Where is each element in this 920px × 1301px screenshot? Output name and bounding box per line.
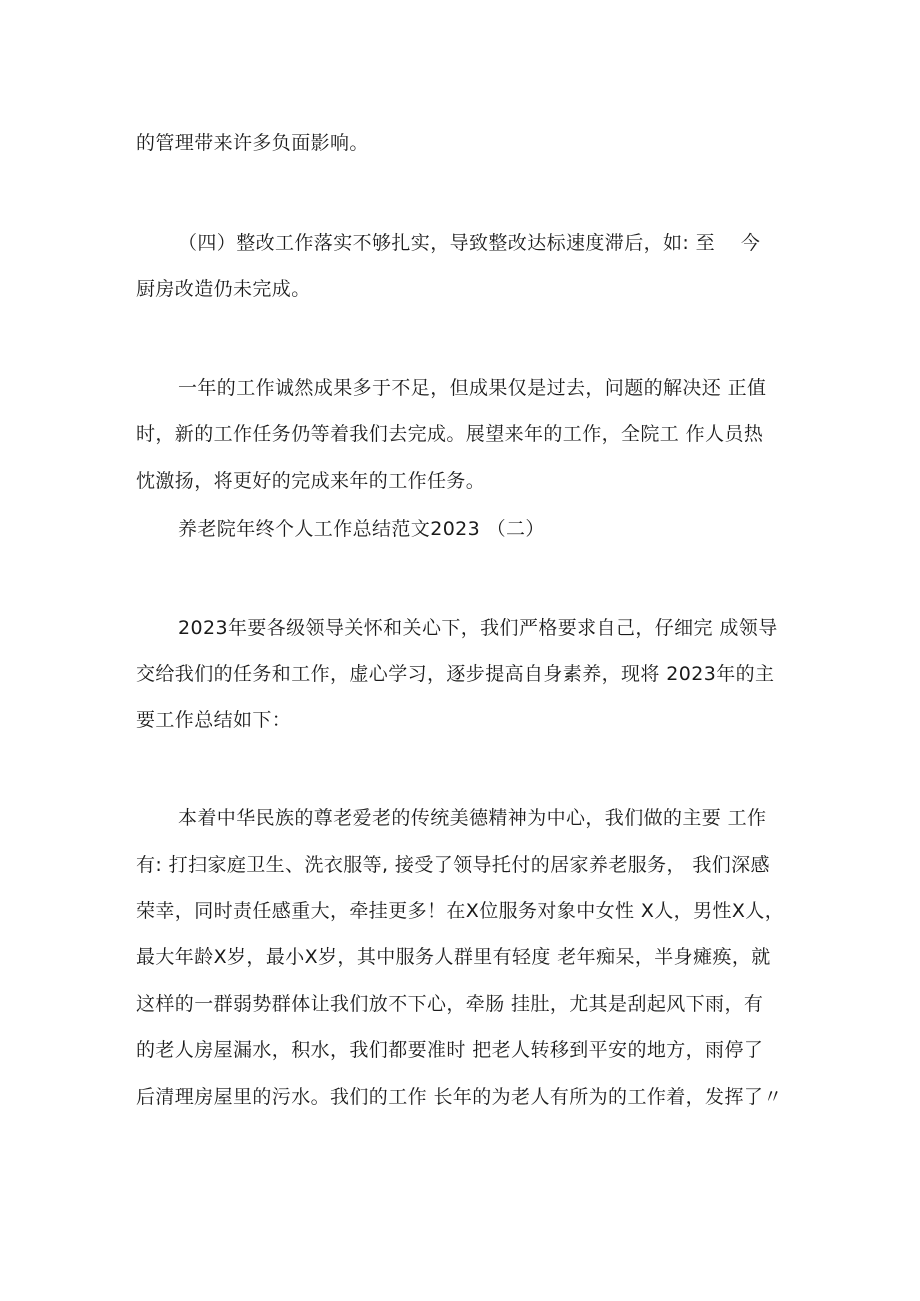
paragraph-2-line-1: （四）整改工作落实不够扎实，导致整改达标速度滞后，如: 至 今 (178, 232, 761, 254)
paragraph-5-line-5: 这样的一群弱势群体让我们放不下心，牵肠 挂肚，尤其是刮起风下雨，有 (136, 993, 764, 1015)
paragraph-5-line-2: 有: 打扫家庭卫生、洗衣服等, 接受了领导托付的居家养老服务， 我们深感 (136, 854, 770, 876)
paragraph-4-line-3: 要工作总结如下： (136, 709, 292, 731)
paragraph-4-line-1: 2023年要各级领导关怀和关心下，我们严格要求自己，仔细完 成领导 (178, 617, 778, 639)
paragraph-3-line-2: 时，新的工作任务仍等着我们去完成。展望来年的工作，全院工 作人员热 (136, 423, 764, 445)
paragraph-5-line-6: 的老人房屋漏水，积水，我们都要准时 把老人转移到平安的地方，雨停了 (136, 1039, 764, 1061)
paragraph-3-line-1: 一年的工作诚然成果多于不足，但成果仅是过去，问题的解决还 正值 (178, 377, 767, 399)
section-heading: 养老院年终个人工作总结范文2023 （二） (178, 518, 545, 540)
paragraph-5-line-4: 最大年龄X岁，最小X岁，其中服务人群里有轻度 老年痴呆，半身瘫痪，就 (136, 946, 771, 968)
paragraph-5-line-7: 后清理房屋里的污水。我们的工作 长年的为老人有所为的工作着，发挥了〃 (136, 1086, 783, 1108)
paragraph-2-line-2: 厨房改造仍未完成。 (136, 278, 311, 300)
paragraph-5-line-3: 荣幸，同时责任感重大，牵挂更多！在X位服务对象中女性 X人，男性X人， (136, 900, 785, 922)
paragraph-4-line-2: 交给我们的任务和工作，虚心学习，逐步提高自身素养，现将 2023年的主 (136, 663, 775, 685)
paragraph-1-line-1: 的管理带来许多负面影响。 (136, 132, 369, 154)
paragraph-3-line-3: 忱激扬，将更好的完成来年的工作任务。 (136, 470, 486, 492)
paragraph-5-line-1: 本着中华民族的尊老爱老的传统美德精神为中心，我们做的主要 工作 (178, 807, 767, 829)
